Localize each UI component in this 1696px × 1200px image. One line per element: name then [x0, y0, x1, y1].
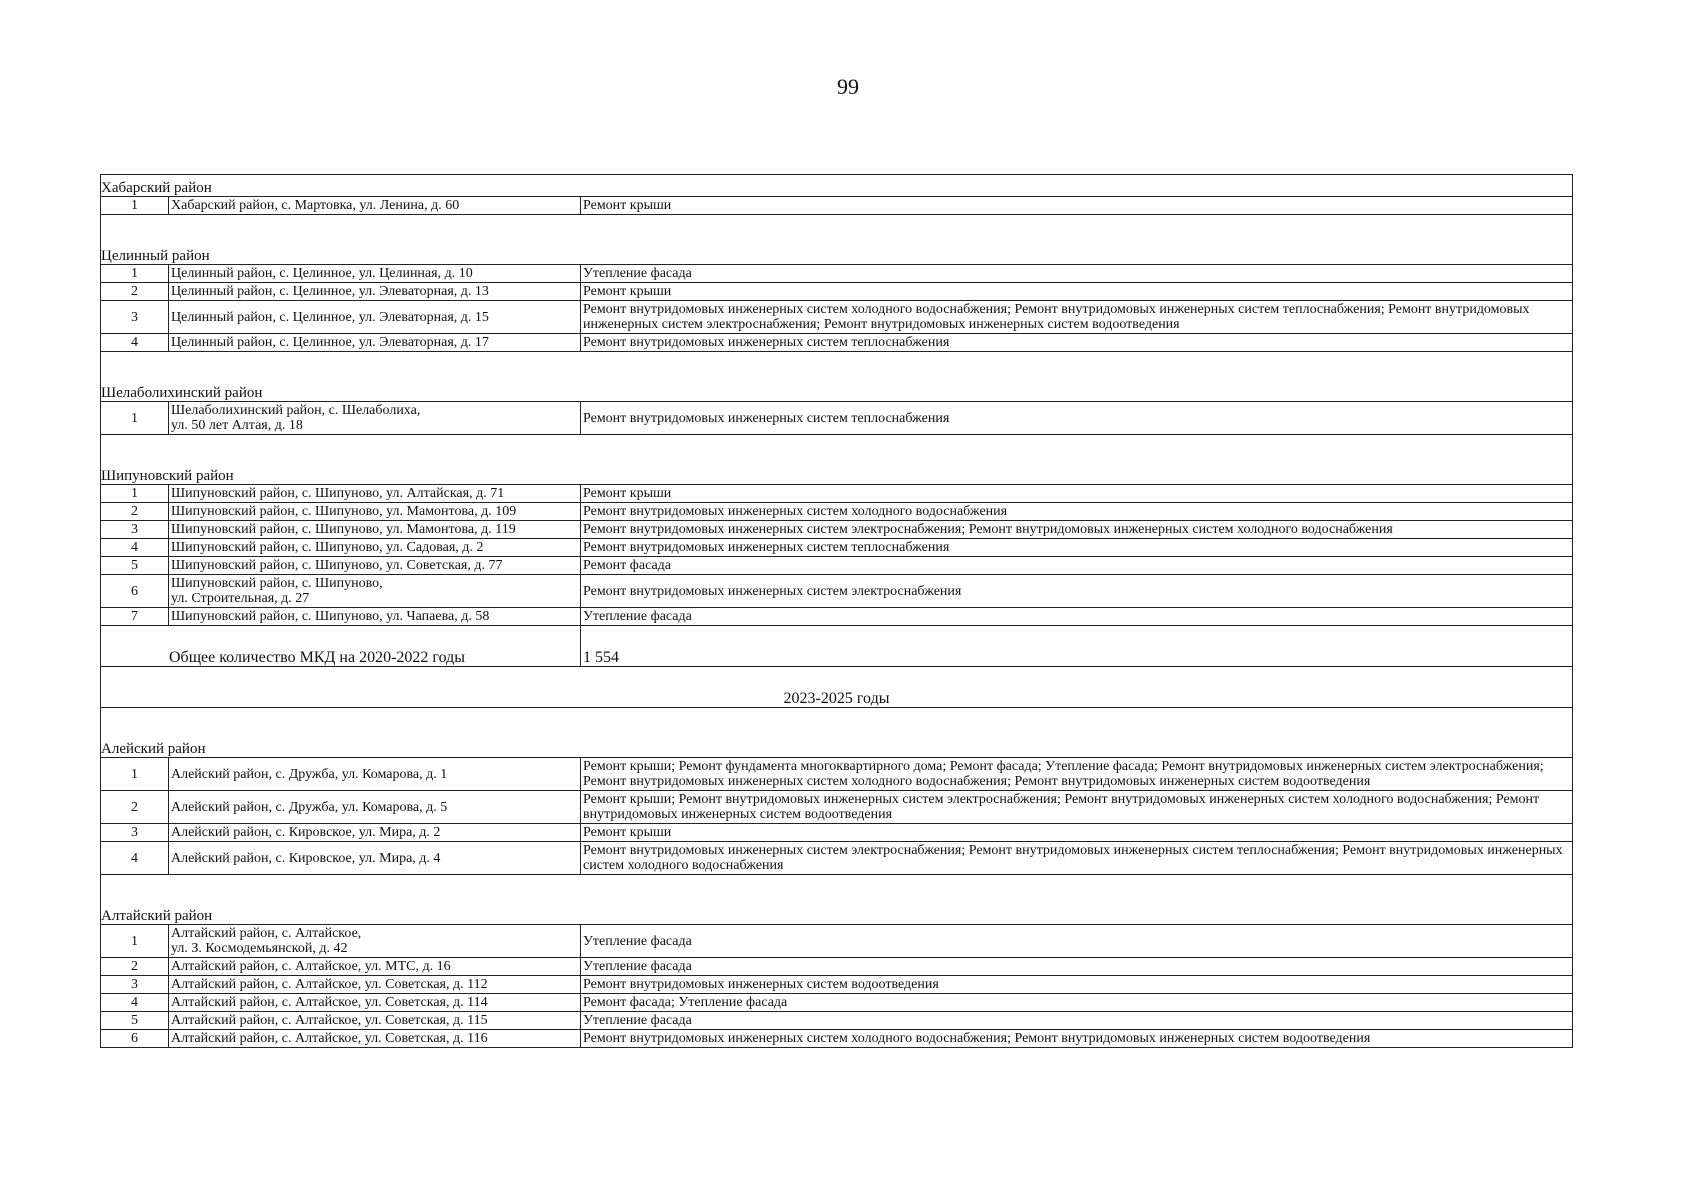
row-number: 1 — [101, 925, 169, 958]
row-number: 4 — [101, 994, 169, 1012]
work-type-cell: Ремонт крыши — [581, 283, 1573, 301]
address-cell — [169, 197, 581, 215]
address-line-2: ул. 50 лет Алтая, д. 18 — [171, 418, 303, 433]
table-row — [101, 197, 1573, 215]
row-number: 5 — [101, 557, 169, 575]
work-type-cell: Ремонт внутридомовых инженерных систем водоотведения — [581, 976, 1573, 994]
address-line: Алейский район, с. Дружба, ул. Комарова, д. 5 — [171, 799, 448, 815]
address-cell — [169, 485, 581, 503]
row-number: 1 — [101, 758, 169, 791]
page-number: 99 — [837, 74, 859, 99]
address-line: Шипуновский район, с. Шипуново, ул. Чапаева, д. 58 — [171, 609, 490, 624]
spacer-row — [101, 435, 1573, 464]
district-title: Алтайский район — [101, 903, 1573, 925]
table-row — [101, 608, 1573, 626]
address-line: Шипуновский район, с. Шипуново, ул. Мамонтова, д. 119 — [171, 522, 516, 537]
work-type-cell: Утепление фасада — [581, 1012, 1573, 1030]
address-line: Алтайский район, с. Алтайское, — [171, 926, 362, 941]
address-cell — [169, 958, 581, 976]
row-number: 3 — [101, 976, 169, 994]
address-cell — [169, 994, 581, 1012]
spacer-cell — [101, 875, 1573, 904]
district-title: Хабарский район — [101, 175, 1573, 197]
row-number: 4 — [101, 842, 169, 875]
address-line: Алтайский район, с. Алтайское, ул. Советская, д. 114 — [171, 995, 488, 1010]
table-row — [101, 301, 1573, 334]
work-type-cell: Ремонт внутридомовых инженерных систем теплоснабжения — [581, 402, 1573, 435]
table-row — [101, 1012, 1573, 1030]
address-line: Алейский район, с. Кировское, ул. Мира, д. 2 — [171, 825, 441, 840]
row-number: 6 — [101, 1030, 169, 1048]
row-number: 1 — [101, 485, 169, 503]
district-header-row — [101, 175, 1573, 197]
work-type-cell: Ремонт крыши — [581, 485, 1573, 503]
address-cell — [169, 976, 581, 994]
address-cell — [169, 283, 581, 301]
work-type-cell: Ремонт внутридомовых инженерных систем холодного водоснабжения — [581, 503, 1573, 521]
table-row — [101, 758, 1573, 791]
row-number: 7 — [101, 608, 169, 626]
work-type-cell: Ремонт внутридомовых инженерных систем холодного водоснабжения; Ремонт внутридомовых инженерных систем водоотведения — [581, 1030, 1573, 1048]
address-line: Целинный район, с. Целинное, ул. Элеваторная, д. 15 — [171, 309, 489, 325]
row-number: 5 — [101, 1012, 169, 1030]
work-type-cell: Утепление фасада — [581, 925, 1573, 958]
address-line: Целинный район, с. Целинное, ул. Целинная, д. 10 — [171, 266, 473, 281]
work-type-cell: Ремонт крыши — [581, 824, 1573, 842]
address-line: Алтайский район, с. Алтайское, ул. Советская, д. 115 — [171, 1013, 488, 1028]
district-header-row — [101, 463, 1573, 485]
district-title: Алейский район — [101, 736, 1573, 758]
spacer-row — [101, 352, 1573, 381]
spacer-cell — [101, 352, 1573, 381]
repair-table — [100, 174, 1573, 1048]
table-row — [101, 976, 1573, 994]
district-title: Шелаболихинский район — [101, 380, 1573, 402]
work-type-cell: Ремонт фасада — [581, 557, 1573, 575]
address-cell — [169, 402, 581, 435]
address-line: Целинный район, с. Целинное, ул. Элеваторная, д. 17 — [171, 335, 489, 350]
total-label: Общее количество МКД на 2020-2022 годы — [101, 626, 581, 667]
row-number: 1 — [101, 265, 169, 283]
address-cell — [169, 824, 581, 842]
work-type-cell: Ремонт крыши; Ремонт внутридомовых инженерных систем электроснабжения; Ремонт внутридомовых инженерных систем холодного водоснабжения; Ремонт внутридомовых инженерных систем водоотведения — [581, 791, 1573, 824]
spacer-cell — [101, 215, 1573, 244]
address-line: Шипуновский район, с. Шипуново, ул. Садовая, д. 2 — [171, 540, 484, 555]
table-row — [101, 521, 1573, 539]
table-row — [101, 1030, 1573, 1048]
district-header-row — [101, 243, 1573, 265]
spacer-row — [101, 708, 1573, 737]
address-cell — [169, 758, 581, 791]
address-cell — [169, 557, 581, 575]
address-cell — [169, 301, 581, 334]
table-row — [101, 824, 1573, 842]
address-cell — [169, 925, 581, 958]
address-line: Алтайский район, с. Алтайское, ул. Советская, д. 112 — [171, 977, 488, 992]
spacer-cell — [101, 435, 1573, 464]
district-title: Целинный район — [101, 243, 1573, 265]
table-row — [101, 539, 1573, 557]
district-header-row — [101, 903, 1573, 925]
work-type-cell: Ремонт крыши — [581, 197, 1573, 215]
row-number: 1 — [101, 197, 169, 215]
table-row — [101, 485, 1573, 503]
work-type-cell: Утепление фасада — [581, 265, 1573, 283]
row-number: 3 — [101, 521, 169, 539]
address-line: Хабарский район, с. Мартовка, ул. Ленина, д. 60 — [171, 198, 460, 213]
work-type-cell: Ремонт крыши; Ремонт фундамента многоквартирного дома; Ремонт фасада; Утепление фасада; Ремонт внутридомовых инженерных систем электроснабжения; Ремонт внутридомовых инженерных систем холодного водоснабжения; Ремонт внутридомовых инженерных систем водоотведения — [581, 758, 1573, 791]
row-number: 4 — [101, 334, 169, 352]
address-cell — [169, 265, 581, 283]
row-number: 2 — [101, 791, 169, 824]
table-row — [101, 575, 1573, 608]
address-line-2: ул. З. Космодемьянской, д. 42 — [171, 941, 348, 956]
address-line: Шипуновский район, с. Шипуново, ул. Алтайская, д. 71 — [171, 486, 505, 501]
table-row — [101, 283, 1573, 301]
row-number: 2 — [101, 958, 169, 976]
period-title: 2023-2025 годы — [101, 667, 1573, 708]
row-number: 1 — [101, 402, 169, 435]
address-line: Алтайский район, с. Алтайское, ул. МТС, д. 16 — [171, 959, 451, 974]
work-type-cell: Ремонт внутридомовых инженерных систем электроснабжения; Ремонт внутридомовых инженерных систем холодного водоснабжения — [581, 521, 1573, 539]
table-row — [101, 334, 1573, 352]
total-row — [101, 626, 1573, 667]
address-cell — [169, 334, 581, 352]
address-line: Шелаболихинский район, с. Шелаболиха, — [171, 403, 421, 418]
row-number: 3 — [101, 824, 169, 842]
spacer-cell — [101, 708, 1573, 737]
row-number: 4 — [101, 539, 169, 557]
work-type-cell: Утепление фасада — [581, 958, 1573, 976]
work-type-cell: Ремонт внутридомовых инженерных систем холодного водоснабжения; Ремонт внутридомовых инженерных систем теплоснабжения; Ремонт внутридомовых инженерных систем электроснабжения; Ремонт внутридомовых инженерных систем водоотведения — [581, 301, 1573, 334]
address-cell — [169, 521, 581, 539]
table-row — [101, 842, 1573, 875]
address-line: Целинный район, с. Целинное, ул. Элеваторная, д. 13 — [171, 284, 489, 299]
address-line: Шипуновский район, с. Шипуново, ул. Советская, д. 77 — [171, 558, 503, 573]
work-type-cell: Ремонт фасада; Утепление фасада — [581, 994, 1573, 1012]
address-line: Шипуновский район, с. Шипуново, ул. Мамонтова, д. 109 — [171, 504, 517, 519]
work-type-cell: Ремонт внутридомовых инженерных систем теплоснабжения — [581, 539, 1573, 557]
address-line: Алейский район, с. Дружба, ул. Комарова, д. 1 — [171, 766, 448, 782]
row-number: 2 — [101, 283, 169, 301]
work-type-cell: Ремонт внутридомовых инженерных систем электроснабжения; Ремонт внутридомовых инженерных систем теплоснабжения; Ремонт внутридомовых инженерных систем холодного водоснабжения — [581, 842, 1573, 875]
table-row — [101, 994, 1573, 1012]
spacer-row — [101, 875, 1573, 904]
work-type-cell: Ремонт внутридомовых инженерных систем электроснабжения — [581, 575, 1573, 608]
address-cell — [169, 1012, 581, 1030]
row-number: 3 — [101, 301, 169, 334]
address-cell — [169, 503, 581, 521]
address-cell — [169, 575, 581, 608]
table-row — [101, 503, 1573, 521]
address-line-2: ул. Строительная, д. 27 — [171, 591, 310, 606]
table-row — [101, 958, 1573, 976]
work-type-cell: Ремонт внутридомовых инженерных систем теплоснабжения — [581, 334, 1573, 352]
row-number: 6 — [101, 575, 169, 608]
table-row — [101, 925, 1573, 958]
period-row — [101, 667, 1573, 708]
total-value: 1 554 — [581, 626, 1573, 667]
address-cell — [169, 842, 581, 875]
table-row — [101, 557, 1573, 575]
district-header-row — [101, 736, 1573, 758]
address-line: Алтайский район, с. Алтайское, ул. Советская, д. 116 — [171, 1031, 488, 1046]
work-type-cell: Утепление фасада — [581, 608, 1573, 626]
address-cell — [169, 539, 581, 557]
address-cell — [169, 608, 581, 626]
table-row — [101, 791, 1573, 824]
district-header-row — [101, 380, 1573, 402]
address-cell — [169, 791, 581, 824]
table-row — [101, 402, 1573, 435]
address-cell — [169, 1030, 581, 1048]
address-line: Алейский район, с. Кировское, ул. Мира, д. 4 — [171, 850, 441, 866]
spacer-row — [101, 215, 1573, 244]
row-number: 2 — [101, 503, 169, 521]
district-title: Шипуновский район — [101, 463, 1573, 485]
table-row — [101, 265, 1573, 283]
address-line: Шипуновский район, с. Шипуново, — [171, 576, 383, 591]
repair-table-body — [101, 175, 1573, 1048]
